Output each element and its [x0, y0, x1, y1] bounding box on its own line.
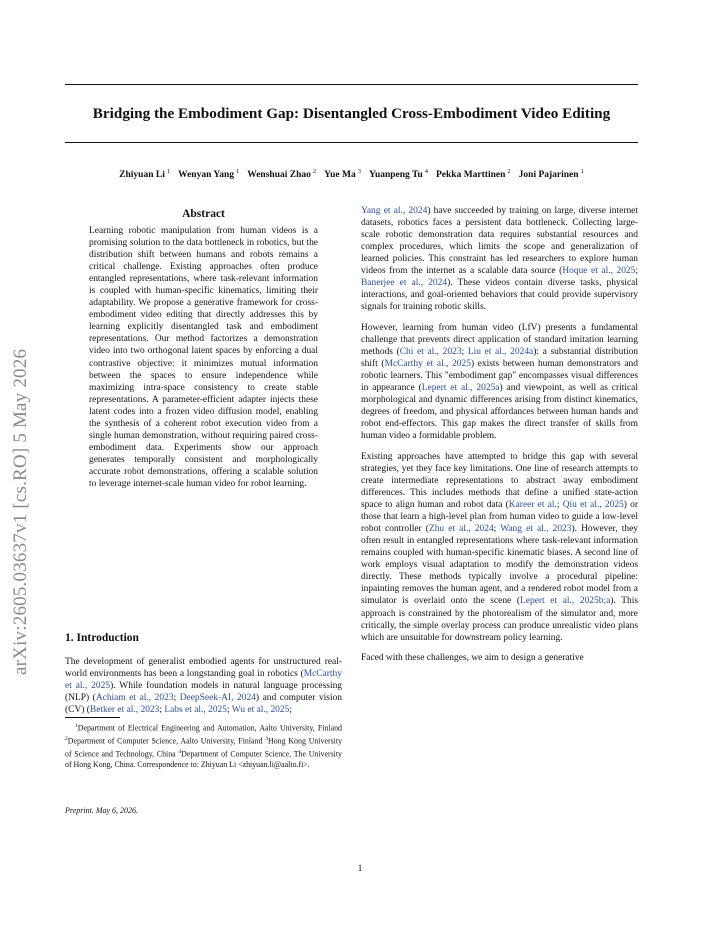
affiliation-footnote: $^1$Department of Electrical Engineering and Automation, Aalto University, Finland $^2$Department of Computer Science, Aalto University, Finland $^3$Hong Kong University of Science and Technology, China $^4$Department of Computer Science, The University of Hong Kong, China. Correspondence to: Zhiyuan Li <zhiyuan.li@aalto.fi>.	[65, 723, 343, 770]
citation-link[interactable]: Betker et al., 2023	[89, 705, 160, 716]
author-affiliation-mark: 4	[424, 168, 428, 175]
author-affiliation-mark: 1	[235, 168, 240, 175]
citation-link[interactable]: Wang et al., 2023	[500, 524, 572, 535]
citation-link[interactable]: Liu et al., 2024a	[467, 347, 534, 358]
citation-link[interactable]: Zhu et al., 2024	[428, 524, 494, 535]
citation-link[interactable]: Labs et al., 2025	[164, 705, 227, 716]
intro-paragraph-challenges: Faced with these challenges, we aim to design a generative	[361, 653, 584, 664]
abstract-heading: Abstract	[182, 208, 225, 220]
author-name: Pekka Marttinen $^2$	[436, 168, 511, 181]
page-number: 1	[357, 864, 363, 874]
abstract-body: Learning robotic manipulation from human videos is a promising solution to the data bottleneck in robotics, but the distribution shift between humans and robots remains a critical challenge. Existing approaches often produce entangled representations, where task-relevant information is coupled with human-specific kinematics, limiting their adaptability. We propose a generative framework for cross-embodiment video editing that directly addresses this by learning explicitly disentangled task and embodiment representations. Our method factorizes a demonstration video into two orthogonal latent spaces by enforcing a dual contrastive objective: it minimizes mutual information between the spaces to ensure independence while maximizing intra-space consistency to create stable representations. A parameter-efficient adapter injects these latent codes into a frozen video diffusion model, enabling the synthesis of a coherent robot execution video from a single human demonstration, without requiring paired cross-embodiment data. Experiments show our approach generates temporally consistent and morphologically accurate robot demonstrations, offering a scalable solution to leverage internet-scale human video for robot learning.	[89, 226, 318, 489]
footnote-rule	[65, 717, 120, 718]
citation-link[interactable]: McCarthy et al., 2025	[384, 359, 471, 370]
author-name: Joni Pajarinen $^1$	[518, 168, 584, 181]
author-name: Yuanpeng Tu $^4$	[368, 168, 428, 181]
author-affiliation-mark: 2	[507, 168, 511, 175]
citation-link[interactable]: Achiam et al., 2023	[95, 693, 174, 704]
citation-link[interactable]: Lepert et al., 2025a	[421, 383, 500, 394]
citation-link[interactable]: Hoque et al., 2025	[562, 266, 636, 277]
author-affiliation-mark: 3	[357, 168, 361, 175]
section-heading-introduction: 1. Introduction	[65, 632, 139, 644]
author-name: Wenshuai Zhao $^2$	[247, 168, 317, 181]
author-list	[65, 165, 638, 182]
intro-paragraph-1: The development of generalist embodied agents for unstructured real-world environments has been a longstanding goal in robotics (McCarthy et al., 2025). While foundation models in natural language processing (NLP) (Achiam et al., 2023; DeepSeek-AI, 2024) and computer vision (CV) (Betker et al., 2023; Labs et al., 2025; Wu et al., 2025;	[65, 657, 343, 716]
author-affiliation-mark: 1	[166, 168, 171, 175]
author-affiliation-mark: 1	[580, 168, 584, 175]
arxiv-side-stamp: arXiv:2605.03637v1 [cs.RO] 5 May 2026	[10, 348, 31, 675]
citation-link[interactable]: McCarthy et al., 2025	[65, 669, 342, 692]
author-name: Wenyan Yang $^1$	[178, 168, 240, 181]
intro-paragraph-existing-approaches: Existing approaches have attempted to bridge this gap with several strategies, yet they face key limitations. One line of research attempts to create intermediate representations to abstract away embodiment differences. This includes methods that define a unified state-action space to align human and robot data (Kareer et al.; Qiu et al., 2025) or those that learn a high-level plan from human video to guide a low-level robot controller (Zhu et al., 2024; Wang et al., 2023). However, they often result in entangled representations where task-relevant information remains coupled with human-specific kinematic biases. A second line of work employs visual adaptation to modify the demonstration videos directly. These methods typically involve a procedural pipeline: inpainting removes the human agent, and a rendered robot model from a simulator is overlaid onto the scene (Lepert et al., 2025b;a). This approach is constrained by the photorealism of the simulator and, more critically, the simple overlay process can produce unrealistic video plans which are unsuitable for downstream policy learning.	[361, 451, 639, 643]
right-column	[361, 205, 638, 673]
citation-link[interactable]: Banerjee et al., 2024	[361, 278, 448, 289]
paper-title: Bridging the Embodiment Gap: Disentangled Cross-Embodiment Video Editing	[92, 105, 611, 122]
citation-link[interactable]: Qiu et al., 2025	[562, 500, 624, 511]
author-name: Yue Ma $^3$	[324, 168, 361, 181]
citation-link[interactable]: Lepert et al., 2025b;a	[520, 596, 611, 607]
title-bottom-rule	[65, 142, 638, 143]
author-affiliation-mark: 2	[312, 168, 317, 175]
intro-paragraph-continued: Yang et al., 2024) have succeeded by training on large, diverse internet datasets, robotics faces a persistent data bottleneck. Collecting large-scale robotic demonstration data requires substantial resources and complex procedures, which limits the scope and generalization of learned policies. This constraint has led researchers to explore human videos from the internet as a scalable data source (Hoque et al., 2025; Banerjee et al., 2024). These videos contain diverse tasks, physical interactions, and goal-oriented behaviors that could provide supervisory signals for training robotic skills.	[361, 206, 638, 313]
title-top-rule	[65, 84, 638, 85]
author-name: Zhiyuan Li $^1$	[119, 168, 171, 181]
citation-link[interactable]: DeepSeek-AI, 2024	[179, 693, 256, 704]
citation-link[interactable]: Yang et al., 2024	[361, 206, 428, 216]
citation-link[interactable]: Wu et al., 2025	[231, 705, 290, 716]
preprint-date: Preprint. May 6, 2026.	[65, 806, 139, 815]
citation-link[interactable]: Kareer et al.	[508, 500, 557, 511]
intro-paragraph-lfv: However, learning from human video (LfV) presents a fundamental challenge that prevents direct application of standard imitation learning methods (Chi et al., 2023; Liu et al., 2024a): a substantial distribution shift (McCarthy et al., 2025) exists between human demonstrators and robotic learners. This "embodiment gap" encompasses visual differences in appearance (Lepert et al., 2025a) and viewpoint, as well as critical morphological and dynamic differences arising from distinct kinematics, degrees of freedom, and physical affordances between human hands and robot end-effectors. This gap makes the direct transfer of skills from human video a formidable problem.	[361, 322, 639, 442]
citation-link[interactable]: Chi et al., 2023	[399, 347, 462, 358]
